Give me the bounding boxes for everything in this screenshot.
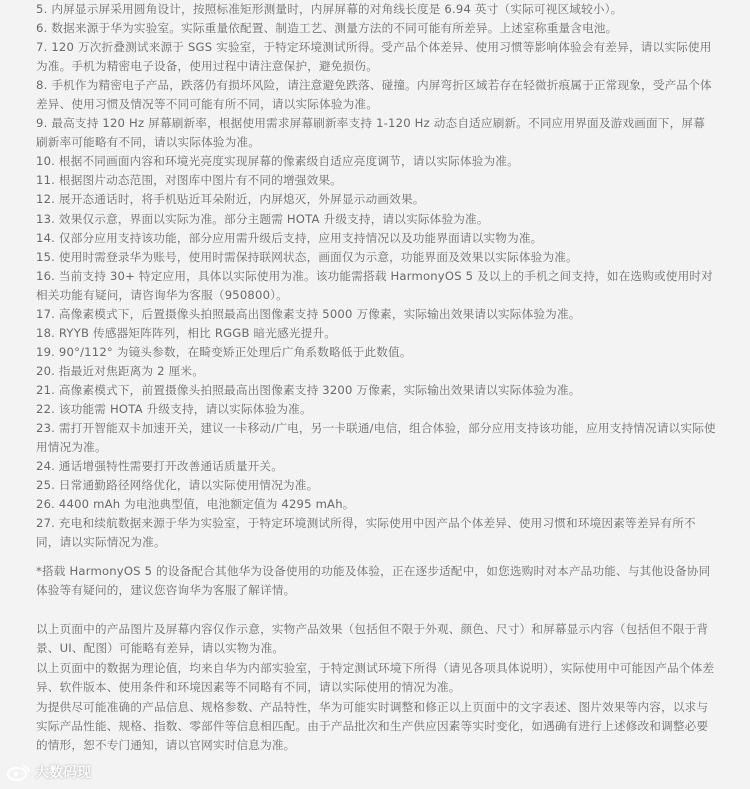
note-26: 26. 4400 mAh 为电池典型值，电池额定值为 4295 mAh。 bbox=[36, 497, 355, 512]
watermark-text: 大数码现 bbox=[35, 765, 91, 781]
disclaimer-data: 以上页面中的数据为理论值，均来自华为内部实验室，于特定测试环境下所得（请见各项具体说明），实际使用中可能因产品个体差异、软件版本、使用条件和环境因素等不同略有不同，请以实际使用的情况为准。 bbox=[36, 660, 715, 695]
note-8: 8. 手机作为精密电子产品，跌落仍有损坏风险，请注意避免跌落、碰撞。内屏弯折区域若存在轻微折痕属于正常现象，受产品个体差异、使用习惯及情况等不同可能有所不同，请以实际体验为准。 bbox=[36, 78, 712, 112]
note-24: 24. 通话增强特性需要打开改善通话质量开关。 bbox=[36, 459, 284, 474]
note-20: 20. 指最近对焦距离为 2 厘米。 bbox=[36, 363, 205, 378]
note-23: 23. 需打开智能双卡加速开关，建议一卡移动/广电，另一卡联通/电信，组合体验，部分应用支持该功能，应用支持情况请以实际使用情况为准。 bbox=[36, 421, 716, 455]
note-21: 21. 高像素模式下，前置摄像头拍照最高出图像素支持 3200 万像素，实际输出效果请以实际体验为准。 bbox=[36, 382, 581, 397]
note-14: 14. 仅部分应用支持该功能，部分应用需升级后支持，应用支持情况以及功能界面请以实物为准。 bbox=[36, 230, 543, 245]
note-25: 25. 日常通勤路径网络优化，请以实际使用情况为准。 bbox=[36, 478, 319, 493]
note-9: 9. 最高支持 120 Hz 屏幕刷新率，根据使用需求屏幕刷新率支持 1-120 Hz 动态自适应刷新。不同应用界面及游戏画面下，屏幕刷新率可能略有不同，请以实际体验为准。 bbox=[36, 116, 705, 150]
numbered-notes-list bbox=[36, 0, 716, 552]
note-10: 10. 根据不同画面内容和环境光亮度实现屏幕的像素级自适应亮度调节，请以实际体验为准。 bbox=[36, 154, 519, 169]
note-16: 16. 当前支持 30+ 特定应用，具体以实际使用为准。该功能需搭载 HarmonyOS 5 及以上的手机之间支持，如在选购或使用时对相关功能有疑问，请咨询华为客服（950800）。 bbox=[36, 268, 713, 302]
note-19: 19. 90°/112° 为镜头参数，在畸变矫正处理后广角系数略低于此数值。 bbox=[36, 344, 412, 359]
note-5: 5. 内屏显示屏采用圆角设计，按照标准矩形测量时，内屏屏幕的对角线长度是 6.94 英寸（实际可视区域较小）。 bbox=[36, 2, 623, 16]
note-6: 6. 数据来源于华为实验室。实际重量依配置、制造工艺、测量方法的不同可能有所差异。上述室称重量含电池。 bbox=[36, 21, 618, 36]
harmonyos-note-text: *搭载 HarmonyOS 5 的设备配合其他华为设备使用的功能及体验，正在逐步适配中，如您选购时对本产品功能、与其他设备协同体验等有疑问的，建议您咨询华为客服了解详情。 bbox=[36, 564, 711, 598]
disclaimer-updates: 为提供尽可能准确的产品信息、规格参数、产品特性，华为可能实时调整和修正以上页面中的文字表述、图片效果等内容，以求与实际产品性能、规格、指数、零部件等信息相匹配。由于产品批次和生产供应因素等实时变化，如遇确有进行上述修改和调整必要的情形，恕不专门通知，请以官网实时信息为准。 bbox=[36, 699, 709, 753]
note-27: 27. 充电和续航数据来源于华为实验室，于特定环境测试所得，实际使用中因产品个体差异、使用习惯和环境因素等差异有所不同，请以实际情况为准。 bbox=[36, 516, 696, 550]
note-11: 11. 根据图片动态范围，对图库中图片有不同的增强效果。 bbox=[36, 173, 342, 188]
note-18: 18. RYYB 传感器矩阵阵列，相比 RGGB 暗光感光提升。 bbox=[36, 325, 337, 340]
disclaimer-section bbox=[36, 620, 716, 756]
note-22: 22. 该功能需 HOTA 升级支持，请以实际体验为准。 bbox=[36, 401, 312, 416]
note-7: 7. 120 万次折叠测试来源于 SGS 实验室，于特定环境测试所得。受产品个体差异、使用习惯等影响体验会有差异，请以实际使用为准。手机为精密电子设备，使用过程中请注意保护，避免损伤。 bbox=[36, 40, 712, 74]
harmonyos-note bbox=[36, 562, 716, 601]
note-17: 17. 高像素模式下，后置摄像头拍照最高出图像素支持 5000 万像素，实际输出效果请以实际体验为准。 bbox=[36, 306, 581, 321]
note-12: 12. 展开态通话时，将手机贴近耳朵附近，内屏熄灭，外屏显示动画效果。 bbox=[36, 192, 425, 207]
disclaimer-images: 以上页面中的产品图片及屏幕内容仅作示意，实物产品效果（包括但不限于外观、颜色、尺寸）和屏幕显示内容（包括但不限于背景、UI、配图）可能略有差异，请以实物为准。 bbox=[36, 622, 709, 656]
watermark bbox=[6, 762, 91, 782]
weibo-logo-icon bbox=[6, 763, 32, 781]
note-15: 15. 使用时需登录华为账号，使用时需保持联网状态，画面仅为示意，功能界面及效果以实际体验为准。 bbox=[36, 249, 578, 264]
note-13: 13. 效果仅示意，界面以实际为准。部分主题需 HOTA 升级支持，请以实际体验为准。 bbox=[36, 211, 489, 226]
